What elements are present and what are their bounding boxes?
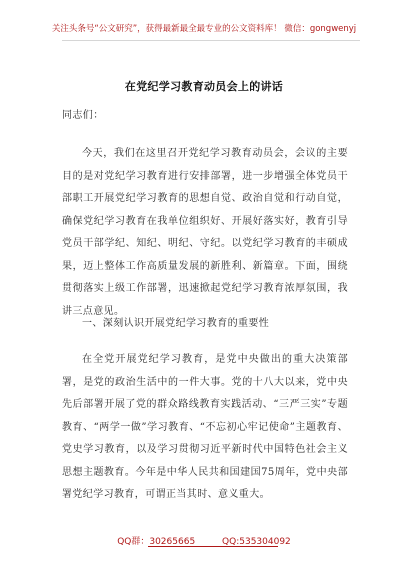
footer-qq-group: QQ群：30265665 [117,537,196,547]
greeting: 同志们： [62,110,104,121]
paragraph-2: 在全党开展党纪学习教育，是党中央做出的重大决策部署，是党的政治生活中的一件大事。党的十八大以来，党中央先后部署开展了党的群众路线教育实践活动、“三严三实”专题教育、“两学一做”学习教育、“不忘初心牢记使命”主题教育、党史学习教育，以及学习贯彻习近平新时代中国特色社会主义思想主题教育。今年是中华人民共和国建国75周年，党中央部署党纪学习教育，可谓正当其时、意义重大。 [62,354,348,500]
section-1-heading: 一、深刻认识开展党纪学习教育的重要性 [82,318,270,329]
document-title: 在党纪学习教育动员会上的讲话 [124,80,284,93]
footer-qq: QQ:535304092 [222,537,291,547]
footer-underline [148,546,278,547]
paragraph-1: 今天，我们在这里召开党纪学习教育动员会，会议的主要目的是对党纪学习教育进行安排部署，进一步增强全体党员干部职工开展党纪学习教育的思想自觉、政治自觉和行动自觉，确保党纪学习教育在我单位组织好、开展好落实好，教育引导党员干部学纪、知纪、明纪、守纪。以党纪学习教育的丰硕成果，迈上整体工作高质量发展的新胜利、新篇章。下面，围绕贯彻落实上级工作部署，迅速掀起党纪学习教育浓厚氛围，我讲三点意见。 [62,148,348,317]
header-divider [62,40,360,41]
header-promo-text: 关注头条号“公文研究”，获得最新最全最专业的公文资料库！ 微信：gongwenyj [51,24,357,34]
